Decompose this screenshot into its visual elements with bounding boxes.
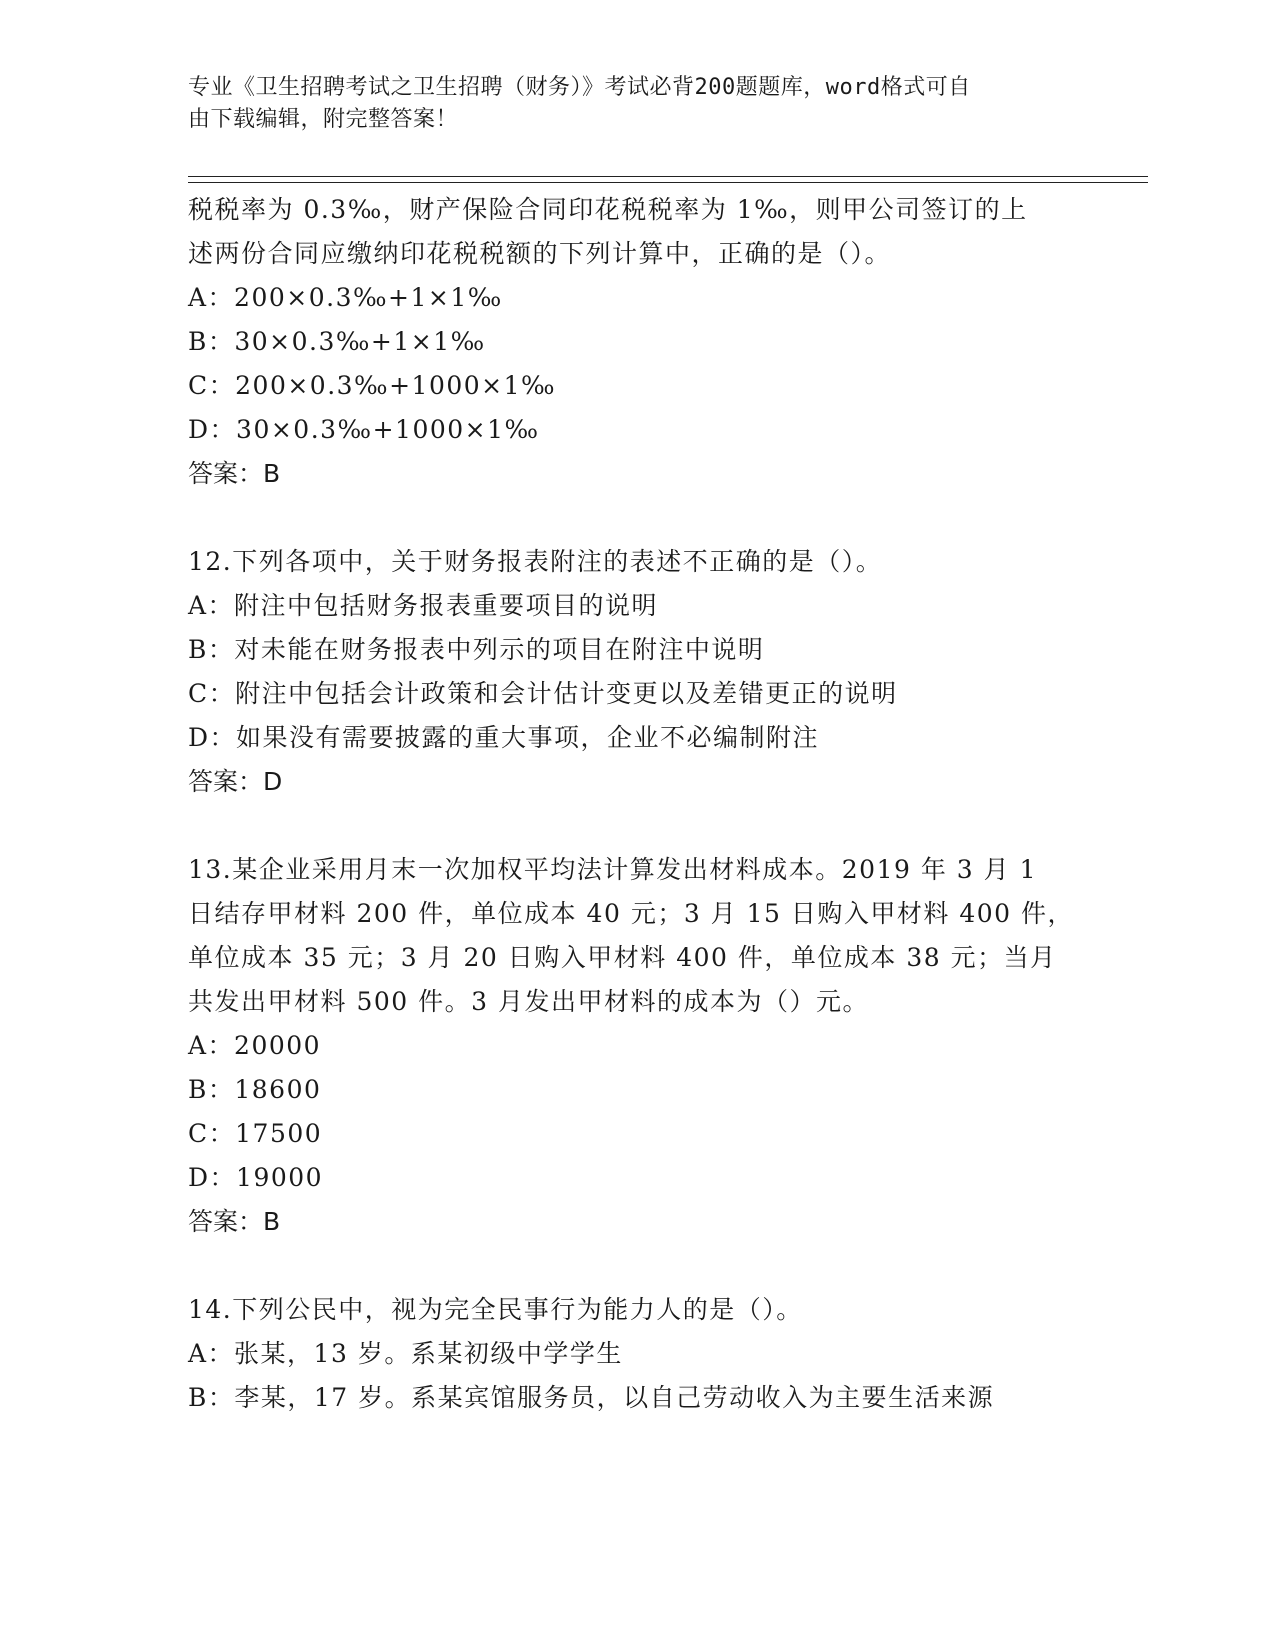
question-content [188, 188, 1088, 1464]
question-14 [188, 1288, 1088, 1420]
answer-line: 答案：D [188, 767, 283, 796]
header-title-line-1: 专业《卫生招聘考试之卫生招聘（财务）》考试必背200题题库，word格式可自 [188, 75, 971, 100]
option-b: B：30×0.3‰+1×1‰ [188, 327, 486, 356]
question-text-line: 述两份合同应缴纳印花税税额的下列计算中，正确的是（）。 [188, 239, 892, 268]
option-a: A：附注中包括财务报表重要项目的说明 [188, 591, 659, 620]
option-a: A：张某，13 岁。系某初级中学学生 [188, 1339, 623, 1368]
option-c: C：17500 [188, 1119, 323, 1148]
question-11 [188, 188, 1088, 496]
header-title-line-2: 由下载编辑，附完整答案！ [188, 107, 459, 132]
option-b: B：李某，17 岁。系某宾馆服务员，以自己劳动收入为主要生活来源 [188, 1383, 995, 1412]
question-13 [188, 848, 1088, 1244]
option-a: A：200×0.3‰+1×1‰ [188, 283, 503, 312]
question-text-line: 税税率为 0.3‰，财产保险合同印花税税率为 1‰，则甲公司签订的上 [188, 195, 1028, 224]
question-text-line: 12.下列各项中，关于财务报表附注的表述不正确的是（）。 [188, 547, 883, 576]
option-b: B：对未能在财务报表中列示的项目在附注中说明 [188, 635, 765, 664]
answer-line: 答案：B [188, 459, 281, 488]
question-text-line: 14.下列公民中，视为完全民事行为能力人的是（）。 [188, 1295, 803, 1324]
option-c: C：附注中包括会计政策和会计估计变更以及差错更正的说明 [188, 679, 898, 708]
option-d: D：19000 [188, 1163, 324, 1192]
page-header [188, 72, 1068, 136]
question-text-line: 单位成本 35 元；3 月 20 日购入甲材料 400 件，单位成本 38 元；当月 [188, 943, 1057, 972]
question-text-line: 日结存甲材料 200 件，单位成本 40 元；3 月 15 日购入甲材料 400 件， [188, 899, 1074, 928]
option-c: C：200×0.3‰+1000×1‰ [188, 371, 557, 400]
option-b: B：18600 [188, 1075, 322, 1104]
question-text-line: 13.某企业采用月末一次加权平均法计算发出材料成本。2019 年 3 月 1 [188, 855, 1037, 884]
question-text-line: 共发出甲材料 500 件。3 月发出甲材料的成本为（）元。 [188, 987, 869, 1016]
option-a: A：20000 [188, 1031, 322, 1060]
header-divider-bottom [188, 182, 1148, 183]
option-d: D：如果没有需要披露的重大事项，企业不必编制附注 [188, 723, 820, 752]
question-12 [188, 540, 1088, 804]
header-divider-top [188, 176, 1148, 177]
answer-line: 答案：B [188, 1207, 281, 1236]
option-d: D：30×0.3‰+1000×1‰ [188, 415, 540, 444]
